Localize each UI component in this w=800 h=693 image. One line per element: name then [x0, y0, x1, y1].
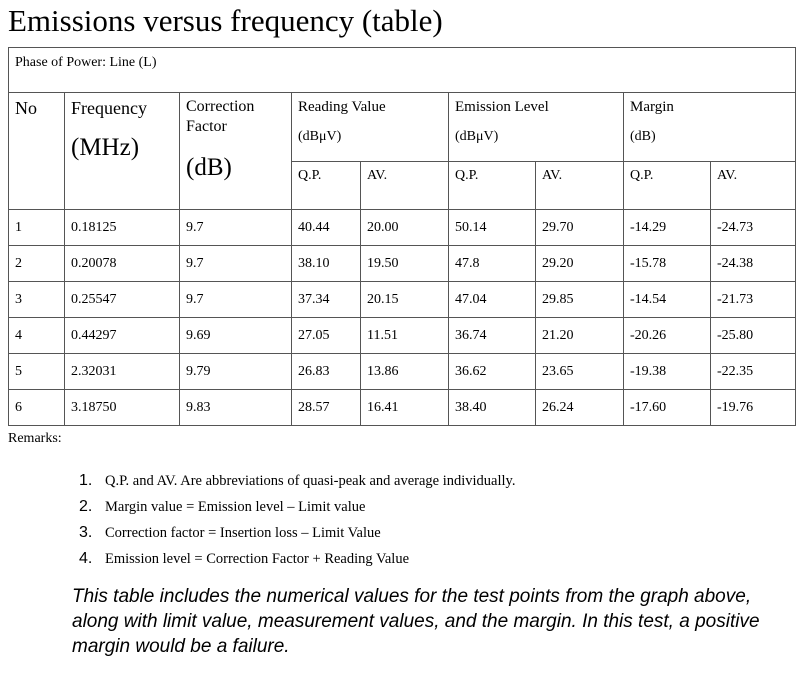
list-text: Correction factor = Insertion loss – Limit Value [105, 525, 381, 541]
caption-text: This table includes the numerical values for the test points from the graph above, along with limit value, measurement values, and the margin. In this test, a positive margin would be a failure. [72, 586, 760, 657]
cell-frequency: 3.18750 [65, 390, 180, 426]
cell-margin-qp: -20.26 [624, 318, 711, 354]
cell-emission-qp: 38.40 [449, 390, 536, 426]
list-item [79, 494, 515, 520]
cell-reading-qp: 26.83 [292, 354, 361, 390]
cell-reading-av: 20.15 [361, 282, 449, 318]
list-number: 2. [79, 498, 93, 515]
cell-emission-av: 26.24 [536, 390, 624, 426]
list-number: 4. [79, 550, 93, 567]
cell-no: 1 [9, 210, 65, 246]
cell-reading-qp: 28.57 [292, 390, 361, 426]
table-row [9, 390, 796, 426]
header-reading-label: Reading Value [298, 99, 386, 115]
header-frequency-label: Frequency [71, 98, 147, 118]
cell-reading-av: 16.41 [361, 390, 449, 426]
cell-emission-av: 23.65 [536, 354, 624, 390]
cell-frequency: 0.25547 [65, 282, 180, 318]
cell-correction: 9.69 [180, 318, 292, 354]
table-row [9, 318, 796, 354]
header-margin-unit: (dB) [630, 129, 656, 144]
cell-frequency: 0.18125 [65, 210, 180, 246]
header-no: No [9, 93, 65, 210]
cell-emission-av: 29.70 [536, 210, 624, 246]
cell-margin-qp: -14.54 [624, 282, 711, 318]
cell-reading-av: 11.51 [361, 318, 449, 354]
header-frequency-unit: (MHz) [71, 134, 140, 161]
list-item [79, 546, 515, 572]
cell-margin-qp: -14.29 [624, 210, 711, 246]
header-emission [449, 93, 624, 162]
header-correction-unit: (dB) [186, 154, 232, 181]
page-title: Emissions versus frequency (table) [8, 3, 443, 38]
list-text: Emission level = Correction Factor + Reading Value [105, 551, 410, 567]
cell-margin-qp: -17.60 [624, 390, 711, 426]
cell-reading-av: 20.00 [361, 210, 449, 246]
header-reading [292, 93, 449, 162]
header-reading-qp: Q.P. [292, 162, 361, 210]
header-margin-av: AV. [711, 162, 796, 210]
cell-no: 6 [9, 390, 65, 426]
header-emission-unit: (dBμV) [455, 129, 499, 144]
cell-margin-qp: -15.78 [624, 246, 711, 282]
emissions-table [8, 47, 796, 426]
cell-margin-av: -25.80 [711, 318, 796, 354]
list-text: Q.P. and AV. Are abbreviations of quasi-peak and average individually. [105, 473, 516, 489]
header-margin-qp: Q.P. [624, 162, 711, 210]
cell-reading-qp: 38.10 [292, 246, 361, 282]
list-number: 3. [79, 524, 93, 541]
cell-emission-av: 29.20 [536, 246, 624, 282]
cell-emission-av: 29.85 [536, 282, 624, 318]
phase-label: Phase of Power: Line (L) [9, 48, 796, 93]
cell-frequency: 0.44297 [65, 318, 180, 354]
list-item [79, 468, 515, 494]
cell-correction: 9.83 [180, 390, 292, 426]
cell-no: 5 [9, 354, 65, 390]
remarks-list [79, 468, 515, 572]
list-text: Margin value = Emission level – Limit value [105, 499, 366, 515]
table-row [9, 282, 796, 318]
cell-correction: 9.7 [180, 246, 292, 282]
cell-margin-av: -19.76 [711, 390, 796, 426]
cell-correction: 9.7 [180, 210, 292, 246]
cell-reading-av: 13.86 [361, 354, 449, 390]
header-correction-label: Correction Factor [186, 98, 255, 135]
list-item [79, 520, 515, 546]
cell-correction: 9.7 [180, 282, 292, 318]
table-row [9, 210, 796, 246]
header-emission-label: Emission Level [455, 99, 549, 115]
cell-margin-qp: -19.38 [624, 354, 711, 390]
cell-emission-qp: 36.62 [449, 354, 536, 390]
cell-reading-av: 19.50 [361, 246, 449, 282]
header-margin-label: Margin [630, 99, 674, 115]
cell-emission-qp: 47.8 [449, 246, 536, 282]
cell-no: 4 [9, 318, 65, 354]
cell-reading-qp: 27.05 [292, 318, 361, 354]
cell-margin-av: -21.73 [711, 282, 796, 318]
list-number: 1. [79, 472, 93, 489]
cell-emission-qp: 36.74 [449, 318, 536, 354]
cell-margin-av: -22.35 [711, 354, 796, 390]
header-margin [624, 93, 796, 162]
table-row [9, 246, 796, 282]
cell-emission-qp: 47.04 [449, 282, 536, 318]
cell-emission-qp: 50.14 [449, 210, 536, 246]
header-reading-unit: (dBμV) [298, 129, 342, 144]
header-emission-qp: Q.P. [449, 162, 536, 210]
cell-no: 3 [9, 282, 65, 318]
remarks-label: Remarks: [8, 431, 62, 446]
cell-reading-qp: 37.34 [292, 282, 361, 318]
header-frequency [65, 93, 180, 210]
header-correction [180, 93, 292, 210]
cell-frequency: 0.20078 [65, 246, 180, 282]
cell-no: 2 [9, 246, 65, 282]
cell-reading-qp: 40.44 [292, 210, 361, 246]
cell-emission-av: 21.20 [536, 318, 624, 354]
cell-frequency: 2.32031 [65, 354, 180, 390]
cell-margin-av: -24.38 [711, 246, 796, 282]
table-row [9, 354, 796, 390]
cell-correction: 9.79 [180, 354, 292, 390]
header-reading-av: AV. [361, 162, 449, 210]
header-emission-av: AV. [536, 162, 624, 210]
cell-margin-av: -24.73 [711, 210, 796, 246]
